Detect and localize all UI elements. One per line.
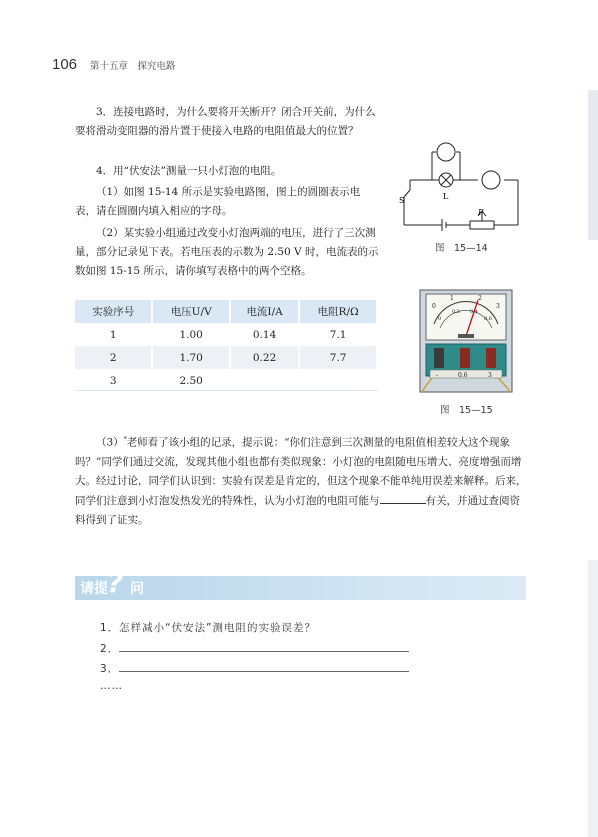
table-cell: 1.00 xyxy=(152,323,229,346)
measurement-table xyxy=(75,300,378,392)
meter-circle-right xyxy=(482,171,500,189)
q3-body: 老师看了该小组的记录，提示说：“你们注意到三次测量的电阻值相差较大这个现象吗？”同学们通过交流，发现其他小组也都有类似现象：小灯泡的电阻随电压增大、亮度增强而增大。经过讨论，同学们认识到：实验有误差是肯定的，但这个现象不能单纯用误差来解释。后来，同学们注意到小灯泡发热发光的特殊性，认为小灯泡的电阻可能与 xyxy=(75,436,527,507)
table-cell: 7.7 xyxy=(299,346,377,369)
chapter-title: 第十五章 探究电路 xyxy=(90,61,176,72)
ask-item-1: 1．怎样减小“伏安法”测电阻的实验误差？ xyxy=(100,622,317,634)
question-3: 3．连接电路时，为什么要将开关断开？闭合开关前，为什么要将滑动变阻器的滑片置于使接入电路的电阻值最大的位置？ xyxy=(75,106,376,137)
figure-15-14-caption: 图 15—14 xyxy=(435,243,488,254)
answer-line[interactable] xyxy=(119,640,409,652)
terminal-label: - xyxy=(436,372,439,379)
table-cell: 7.1 xyxy=(299,323,377,346)
page-edge-tab-lower xyxy=(588,560,598,837)
table-row xyxy=(75,369,377,392)
table-cell: 0.14 xyxy=(230,323,299,346)
answer-line[interactable] xyxy=(119,660,409,672)
label-p: P xyxy=(478,208,484,217)
ask-ellipsis: …… xyxy=(100,680,123,692)
scale-label: 2 xyxy=(478,295,482,302)
q3-end: 有关，并通过查阅资料得到了证实。 xyxy=(75,494,520,526)
figure-15-15-caption: 图 15—15 xyxy=(440,405,493,416)
table-bottom-rule xyxy=(75,390,378,391)
scale-label: 0 xyxy=(432,303,436,310)
table-cell-blank[interactable] xyxy=(299,369,377,392)
table-row xyxy=(75,323,377,346)
table-header: 电流I/A xyxy=(230,300,299,323)
question-4: 4．用“伏安法”测量一只小灯泡的电阻。 xyxy=(96,165,282,177)
table-header: 电压U/V xyxy=(152,300,229,323)
ask-title: 请提 问 xyxy=(80,581,144,597)
terminal-label: 3 xyxy=(488,372,492,379)
question-4-3: （3）*老师看了该小组的记录，提示说：“你们注意到三次测量的电阻值相差较大这个现象吗？”同学们通过交流，发现其他小组也都有类似现象：小灯泡的电阻随电压增大、亮度增强而增大。经过讨论，同学们认识到：实验有误差是肯定的，但这个现象不能单纯用误差来解释。后来，同学们注意到小灯泡发热发光的特殊性，认为小灯泡的电阻可能与 有关，并通过查阅资料得到了证实。 xyxy=(75,436,527,526)
scale-label: 1 xyxy=(450,295,454,302)
table-header: 实验序号 xyxy=(75,300,152,323)
circuit-diagram xyxy=(390,135,530,235)
question-4-2: （2）某实验小组通过改变小灯泡两端的电压，进行了三次测量，部分记录见下表。若电压表的示数为 2.50 V 时，电流表的示数如图 15-15 所示，请你填写表格中的两个空格。 xyxy=(75,227,379,277)
table-header: 电阻R/Ω xyxy=(299,300,377,323)
question-4-1: （1）如图 15-14 所示是实验电路图，图上的圆圈表示电表，请在圆圈内填入相应的字母。 xyxy=(75,186,361,217)
table-cell: 2 xyxy=(75,346,152,369)
ask-item-3: 3． xyxy=(100,660,409,676)
scale-inner-label: 0.6 xyxy=(484,316,492,322)
scale-inner-label: 0.4 xyxy=(470,309,478,315)
question-mark-icon: ? xyxy=(107,566,124,599)
page-edge-tab xyxy=(588,90,598,240)
label-s: S xyxy=(399,196,405,205)
ask-item-2: 2． xyxy=(100,640,409,656)
table-cell: 1 xyxy=(75,323,152,346)
table-row xyxy=(75,346,377,369)
table-cell: 1.70 xyxy=(152,346,229,369)
ammeter-illustration xyxy=(418,288,514,394)
scale-inner-label: 0 xyxy=(438,316,442,322)
fill-blank[interactable] xyxy=(380,491,426,504)
terminal-label: 0.6 xyxy=(458,372,468,379)
table-cell: 0.22 xyxy=(230,346,299,369)
page-number: 106 xyxy=(52,56,78,73)
table-cell: 2.50 xyxy=(152,369,229,392)
q3-prefix: （3） xyxy=(96,436,124,449)
label-l: L xyxy=(443,192,449,201)
scale-label: 3 xyxy=(496,303,500,310)
table-cell: 3 xyxy=(75,369,152,392)
meter-circle-top xyxy=(437,143,455,161)
table-cell-blank[interactable] xyxy=(230,369,299,392)
scale-inner-label: 0.2 xyxy=(452,309,460,315)
